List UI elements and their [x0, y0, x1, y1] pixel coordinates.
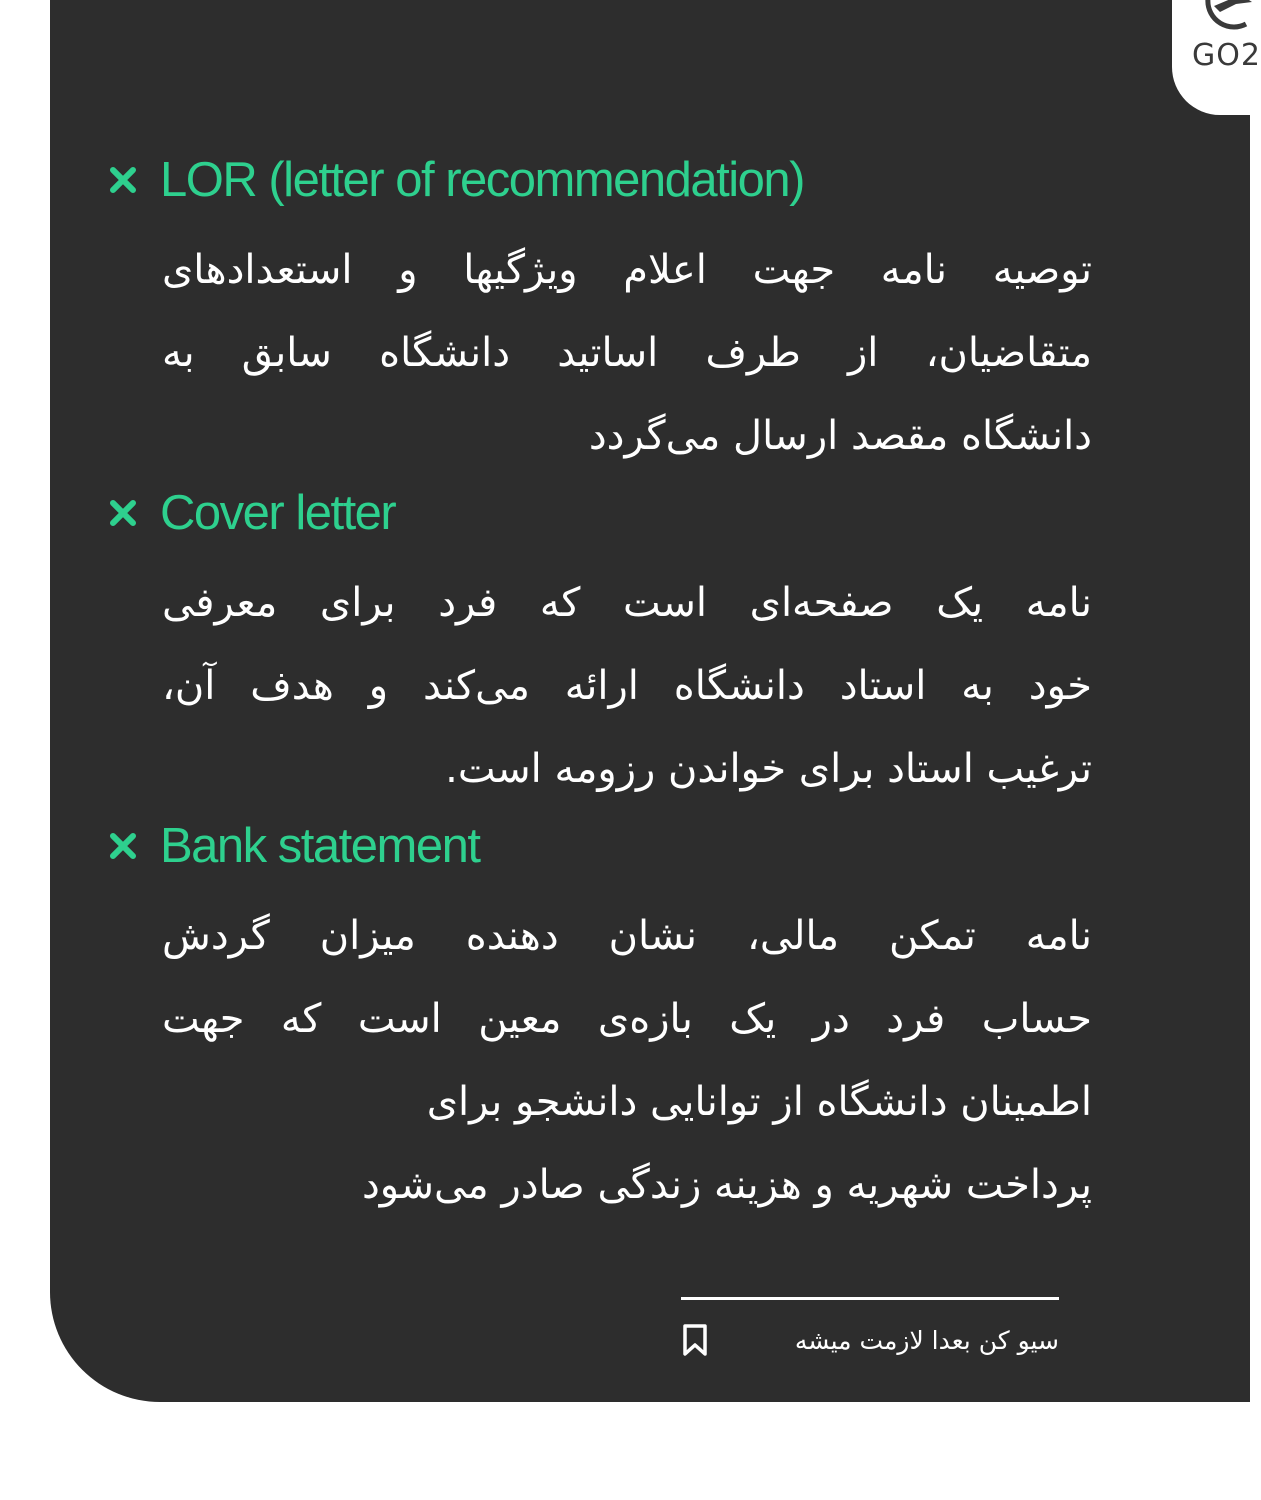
save-hint-text: سیو کن بعدا لازمت میشه	[794, 1325, 1059, 1355]
bookmark-icon[interactable]	[681, 1323, 709, 1357]
paragraph-line: نامه یک صفحه‌ای است که فرد برای معرفی	[162, 580, 1092, 626]
section-heading: Cover letter	[160, 486, 396, 540]
x-icon	[108, 165, 138, 195]
section-heading-row	[108, 478, 1118, 548]
x-icon	[108, 831, 138, 861]
paragraph-line: خود به استاد دانشگاه ارائه می‌کند و هدف آن،	[162, 663, 1092, 709]
paragraph-line: نامه تمکن مالی، نشان دهنده میزان گردش	[162, 913, 1092, 959]
paragraph-line: دانشگاه مقصد ارسال می‌گردد	[588, 413, 1092, 459]
plane-globe-icon	[1206, 0, 1252, 34]
paragraph-line: پرداخت شهریه و هزینه زندگی صادر می‌شود	[361, 1162, 1092, 1208]
logo-text: GO2	[1192, 38, 1261, 73]
section-lor	[108, 145, 1118, 478]
section-heading-row	[108, 811, 1118, 881]
section-paragraph	[162, 895, 1092, 1227]
section-heading: LOR (letter of recommendation)	[160, 153, 804, 207]
paragraph-line: ترغیب استاد برای خواندن رزومه است.	[445, 746, 1092, 792]
section-heading-row	[108, 145, 1118, 215]
section-paragraph	[162, 229, 1092, 478]
paragraph-line: حساب فرد در یک بازه‌ی معین است که جهت	[162, 996, 1092, 1042]
footer-divider	[681, 1297, 1059, 1300]
section-bank-statement	[108, 811, 1118, 1227]
logo-tab	[1172, 0, 1261, 115]
x-icon	[108, 498, 138, 528]
paragraph-line: توصیه نامه جهت اعلام ویژگیها و استعدادهای	[162, 247, 1092, 293]
section-paragraph	[162, 562, 1092, 811]
paragraph-line: اطمینان دانشگاه از توانایی دانشجو برای	[426, 1079, 1092, 1125]
section-cover-letter	[108, 478, 1118, 811]
paragraph-line: متقاضیان، از طرف اساتید دانشگاه سابق به	[162, 330, 1092, 376]
section-heading: Bank statement	[160, 819, 480, 873]
save-hint	[681, 1318, 1059, 1362]
